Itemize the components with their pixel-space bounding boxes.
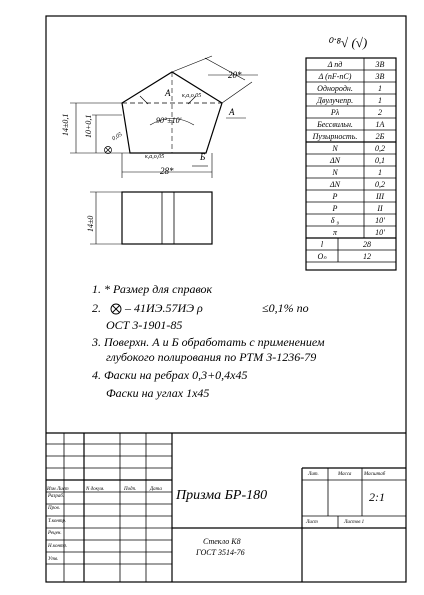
param-value: 0,2 <box>375 144 385 153</box>
dim-bottom: 28* <box>160 166 174 176</box>
special-mark-icon-small <box>105 147 112 154</box>
param-value: 10' <box>375 228 385 237</box>
param-label: Двулучепр. <box>316 96 354 105</box>
special-mark-icon <box>111 304 121 314</box>
surface-a-label-2: А <box>229 107 235 117</box>
tb-list: Лист <box>306 520 318 525</box>
param-label: N <box>332 168 338 177</box>
param-label: Δ (nF-nC) <box>318 72 352 81</box>
prism-top-view <box>122 72 222 153</box>
param-label: ΔN <box>329 180 341 189</box>
angle-label: 90°±10' <box>156 116 182 125</box>
param-value: 0,1 <box>375 156 385 165</box>
tb-row-prov: Пров. <box>48 506 61 511</box>
param-value: 10' <box>375 216 385 225</box>
tb-col-podp: Подп. <box>124 487 137 492</box>
prism-side-view <box>122 192 212 244</box>
tb-row-razrab: Разраб. <box>48 494 65 499</box>
tb-mass: Масса <box>338 472 352 477</box>
note-4-line-1: 4. Фаски на ребрах 0,3+0,4х45 <box>92 368 248 382</box>
drawing-scale: 2:1 <box>369 490 385 504</box>
param-label: P <box>332 204 338 213</box>
param-value: 1 <box>378 168 382 177</box>
param-label: l <box>320 240 324 249</box>
note-3-line-1: 3. Поверхн. А и Б обработать с применением <box>92 335 325 349</box>
dim-side: 14±0 <box>86 215 95 232</box>
param-value: 1 <box>378 96 382 105</box>
chamfer-label-2: 0,05 <box>111 131 124 143</box>
tb-masht: Масштаб <box>364 472 386 477</box>
note-2-limit: ≤0,1% по <box>262 301 309 315</box>
note-4-line-2: Фаски на углах 1х45 <box>106 386 210 400</box>
tb-row-tkontr: Т.контр. <box>48 519 67 524</box>
param-value: 2Б <box>375 132 385 141</box>
param-label: P <box>332 192 338 201</box>
param-value: III <box>376 192 384 201</box>
dim-h1: 14±0,1 <box>61 113 70 136</box>
param-label: Однородн. <box>317 84 353 93</box>
param-value: 12 <box>363 252 371 261</box>
param-label: Бессвильн. <box>317 120 353 129</box>
tb-row-utv: Утв. <box>48 557 59 562</box>
note-2-formula: – 41ИЭ.57ИЭ ρ <box>125 301 203 315</box>
param-label: N <box>332 144 338 153</box>
chamfer-label-3: к,а,о,05 <box>145 154 165 160</box>
note-1: 1. * Размер для справок <box>92 282 213 296</box>
tb-row-recen: Рецен. <box>48 531 62 536</box>
surface-a-label-1: А <box>165 88 171 98</box>
note-3-line-2: глубокого полирования по РТМ 3-1236-79 <box>106 350 317 364</box>
param-value: 0,2 <box>375 180 385 189</box>
param-label: ΔN <box>329 156 341 165</box>
chamfer-label-1: к,а,о,05 <box>182 93 202 99</box>
tb-col-data: Дата <box>150 487 162 492</box>
param-value: 1 <box>378 84 382 93</box>
param-label: Ρλ <box>330 108 340 117</box>
material-line-2: ГОСТ 3514-76 <box>196 548 245 557</box>
param-label: Oₙ <box>317 252 327 261</box>
tb-col-ndokum: N докум. <box>86 487 105 492</box>
surface-b-label: Б <box>200 152 206 162</box>
param-label: Δ nд <box>327 60 343 69</box>
drawing-title: Призма БР-180 <box>176 488 268 503</box>
param-label: δ ₉ <box>330 216 340 225</box>
title-block-grid <box>46 433 406 582</box>
param-label: Пузырность. <box>312 132 358 141</box>
tb-listov: Листов 1 <box>344 520 365 525</box>
param-value: 28 <box>363 240 371 249</box>
tb-lit: Лит. <box>308 472 319 477</box>
param-value: 1А <box>375 120 385 129</box>
note-2-number: 2. <box>92 301 101 315</box>
dim-top: 20* <box>228 70 242 80</box>
tb-row-nkontr: Н.контр. <box>48 544 68 549</box>
note-2-standard: ОСТ 3-1901-85 <box>106 318 183 332</box>
dim-h2: 10+0,1 <box>84 114 93 138</box>
roughness-mark: ⁰˙⁸√ (√) <box>327 35 368 50</box>
param-value: II <box>377 204 383 213</box>
param-value: 3В <box>375 60 385 69</box>
param-value: 2 <box>378 108 382 117</box>
param-label: π <box>332 228 337 237</box>
tb-col-izm: Изм Лист <box>47 487 69 492</box>
param-value: 3В <box>375 72 385 81</box>
material-line-1: Стекло К8 <box>203 537 241 546</box>
